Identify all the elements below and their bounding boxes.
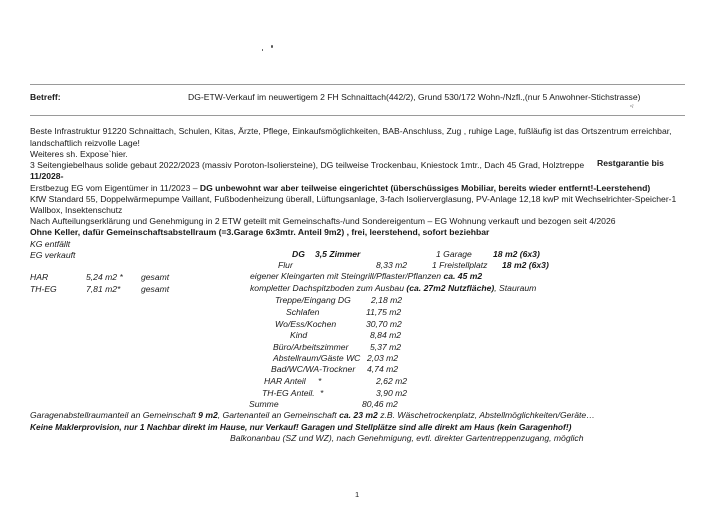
warranty-date: 11/2028- — [30, 171, 64, 181]
room-label: HAR Anteil — [264, 376, 306, 386]
room-value: 5,37 m2 — [370, 342, 402, 352]
scan-speck — [271, 45, 273, 48]
room-label: Bad/WC/WA-Trockner — [271, 364, 356, 374]
room-value: 11,75 m2 — [366, 307, 402, 317]
room-value: 2,03 m2 — [367, 353, 399, 363]
room-label: Schlafen — [286, 307, 320, 317]
roof-line: kompletter Dachspitzboden zum Ausbau (ca. 27m2 Nutzfläche), Stauraum — [250, 283, 537, 293]
body-line: KfW Standard 55, Doppelwärmepumpe Vaillant, Fußbodenheizung überall, Lüftungsanlage, 3-fach Isolierverglasung, PV-Anlage 12,18 kwP mit Wechselrichter-Speicher-1 — [30, 194, 677, 204]
footer-line-2: Keine Maklerprovision, nur 1 Nachbar direkt im Hause, nur Verkauf! Garagen und Stellplätze sind alle direkt am Haus (kein Garagenhof!) — [30, 422, 572, 432]
sum-value: 80,46 m2 — [362, 399, 398, 409]
note-eg: EG verkauft — [30, 250, 76, 260]
footer-line-1: Garagenabstellraumanteil an Gemeinschaft 9 m2, Gartenanteil an Gemeinschaft ca. 23 m2 z.B. Wäschetrockenplatz, Abstellmöglichkeiten/Geräte… — [30, 410, 595, 420]
subject-label: Betreff: — [30, 92, 61, 102]
warranty-label: Restgarantie bis — [597, 158, 664, 168]
garden-line: eigener Kleingarten mit Steingrill/Pflaster/Pflanzen ca. 45 m2 — [250, 271, 483, 281]
anteil-name: TH-EG — [30, 284, 57, 294]
flur-value: 8,33 m2 — [376, 260, 408, 270]
sum-label: Summe — [249, 399, 279, 409]
body-line: Wallbox, Insektenschutz — [30, 205, 123, 215]
room-value: 2,18 m2 — [371, 295, 403, 305]
room-label: Wo/Ess/Kochen — [275, 319, 337, 329]
page-number: 1 — [355, 490, 360, 499]
dg-rooms: 3,5 Zimmer — [315, 249, 361, 259]
anteil-value: 7,81 m2* — [86, 284, 121, 294]
body-line: 3 Seitengiebelhaus solide gebaut 2022/2023 (massiv Poroton-Isoliersteine), DG teilweise Trockenbau, Kniestock 1mtr., Dach 45 Grad, Holztreppe — [30, 160, 585, 170]
anteil-value: 5,24 m2 * — [86, 272, 123, 282]
header-rule-top — [30, 84, 685, 85]
body-line: Ohne Keller, dafür Gemeinschaftsabstellraum (=3.Garage 6x3mtr. Anteil 9m2) , frei, leerstehend, sofort beziehbar — [30, 227, 490, 237]
anteil-name: HAR — [30, 272, 49, 282]
room-star: * — [320, 388, 324, 398]
scan-mark: ‘ˁ — [630, 105, 634, 112]
garage-label: 1 Garage — [436, 249, 472, 259]
room-label: Treppe/Eingang DG — [275, 295, 351, 305]
anteil-note: gesamt — [141, 284, 170, 294]
scan-speck — [262, 49, 263, 51]
garage-value: 18 m2 (6x3) — [493, 249, 540, 259]
footer-line-3: Balkonanbau (SZ und WZ), nach Genehmigung, evtl. direkter Gartentreppenzugang, möglich — [230, 433, 584, 443]
body-line: Beste Infrastruktur 91220 Schnaittach, Schulen, Kitas, Ärzte, Pflege, Einkaufsmöglichkeiten, BAB-Anschluss, Zug , ruhige Lage, fußläufig ist das Ortszentrum erreichbar, — [30, 126, 672, 136]
room-star: * — [318, 376, 322, 386]
room-label: TH-EG Anteil. — [262, 388, 315, 398]
header-rule-bottom — [30, 115, 685, 116]
body-line: landschaftlich reizvolle Lage! — [30, 138, 140, 148]
body-line: Weiteres sh. Expose`hier. — [30, 149, 128, 159]
room-value: 3,90 m2 — [376, 388, 408, 398]
room-label: Büro/Arbeitszimmer — [273, 342, 349, 352]
subject-text: DG-ETW-Verkauf im neuwertigem 2 FH Schnaittach(442/2), Grund 530/172 Wohn-/Nzfl.,(nur 5 Anwohner-Stichstrasse) — [188, 92, 641, 102]
room-label: Kind — [290, 330, 308, 340]
dg-label: DG — [292, 249, 305, 259]
room-value: 30,70 m2 — [366, 319, 402, 329]
room-value: 8,84 m2 — [370, 330, 402, 340]
room-value: 4,74 m2 — [367, 364, 399, 374]
freistellplatz-value: 18 m2 (6x3) — [502, 260, 549, 270]
body-line: Nach Aufteilungserklärung und Genehmigung in 2 ETW geteilt mit Gemeinschafts-/und Sondereigentum – EG Wohnung verkauft und bezogen seit 4/2026 — [30, 216, 616, 226]
body-line: Erstbezug EG vom Eigentümer in 11/2023 – DG unbewohnt war aber teilweise eingerichtet (überschüssiges Mobiliar, bereits wieder entfernt!-Leerstehend) — [30, 183, 651, 193]
room-value: 2,62 m2 — [376, 376, 408, 386]
note-kg: KG entfällt — [30, 239, 71, 249]
freistellplatz-label: 1 Freistellplatz — [432, 260, 488, 270]
anteil-note: gesamt — [141, 272, 170, 282]
room-label: Abstellraum/Gäste WC — [273, 353, 361, 363]
flur-label: Flur — [278, 260, 293, 270]
